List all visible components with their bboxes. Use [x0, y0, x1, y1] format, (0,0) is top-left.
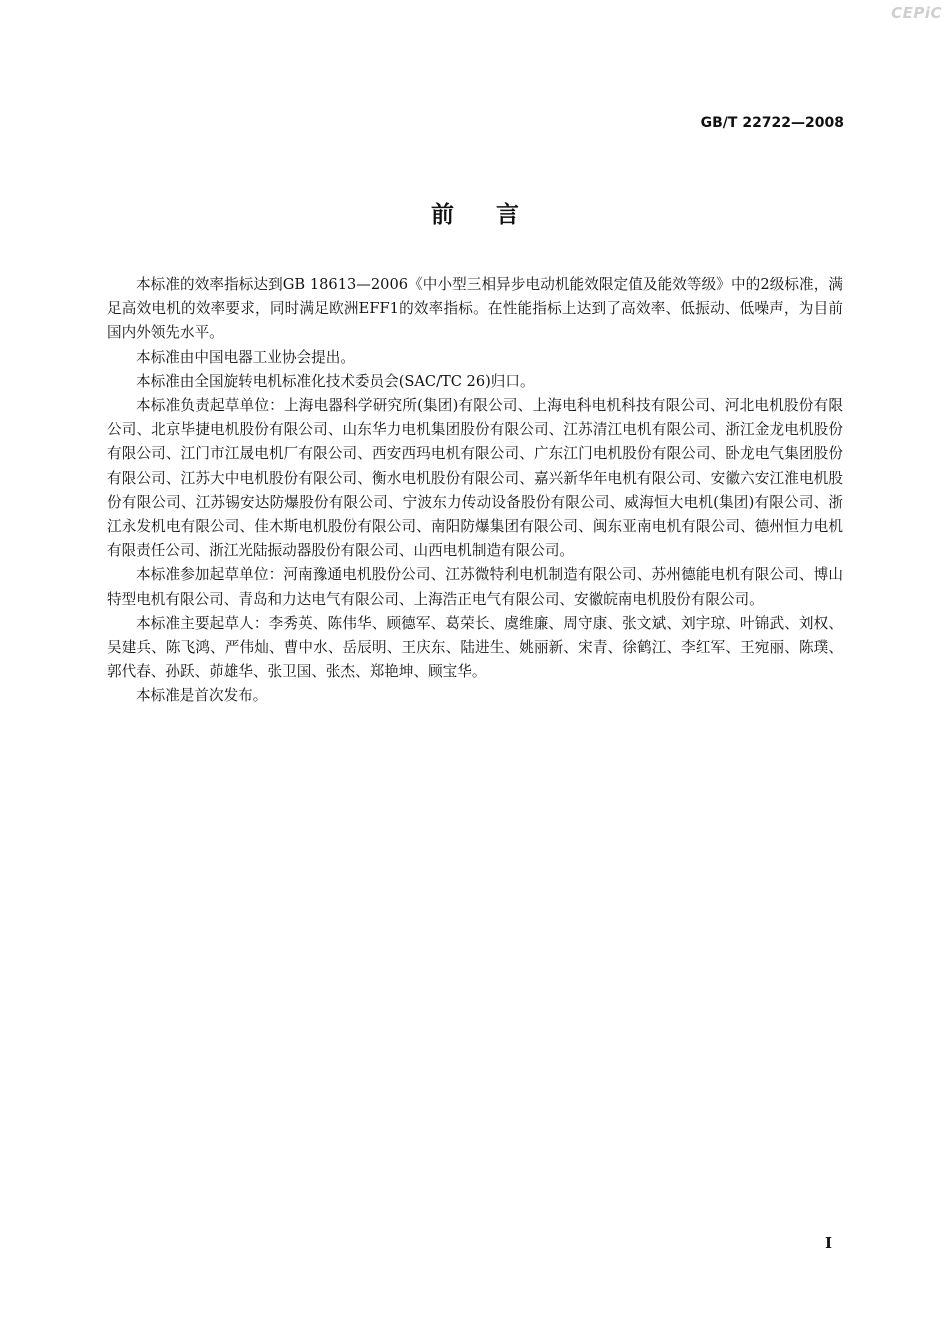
- page-number: I: [824, 1234, 832, 1252]
- standard-code: GB/T 22722—2008: [700, 115, 844, 131]
- paragraph-first-issue: 本标准是首次发布。: [136, 687, 268, 705]
- foreword-body: [107, 273, 843, 709]
- paragraph-participating-drafters: 本标准参加起草单位：河南豫通电机股份公司、江苏微特利电机制造有限公司、苏州德能电机有限公司、博山特型电机有限公司、青岛和力达电气有限公司、上海浩正电气有限公司、安徽皖南电机股份有限公司。: [107, 566, 843, 608]
- paragraph-proposer: 本标准由中国电器工业协会提出。: [136, 348, 355, 366]
- paragraph-main-authors: 本标准主要起草人：李秀英、陈伟华、顾德军、葛荣长、虞维廉、周守康、张文斌、刘宇琼、叶锦武、刘权、吴建兵、陈飞鸿、严伟灿、曹中水、岳辰明、王庆东、陆进生、姚丽新、宋青、徐鹤江、李红军、王宛丽、陈璞、郭代春、孙跃、茆雄华、张卫国、张杰、郑艳坤、顾宝华。: [107, 614, 843, 681]
- paragraph-lead-drafters: 本标准负责起草单位：上海电器科学研究所(集团)有限公司、上海电科电机科技有限公司、河北电机股份有限公司、北京毕捷电机股份有限公司、山东华力电机集团股份有限公司、江苏清江电机有限公司、浙江金龙电机股份有限公司、江门市江晟电机厂有限公司、西安西玛电机有限公司、广东江门电机股份有限公司、卧龙电气集团股份有限公司、江苏大中电机股份有限公司、衡水电机股份有限公司、嘉兴新华年电机有限公司、安徽六安江淮电机股份有限公司、江苏锡安达防爆股份有限公司、宁波东力传动设备股份有限公司、威海恒大电机(集团)有限公司、浙江永发机电有限公司、佳木斯电机股份有限公司、南阳防爆集团有限公司、闽东亚南电机有限公司、德州恒力电机有限责任公司、浙江光陆振动器股份有限公司、山西电机制造有限公司。: [107, 397, 843, 560]
- page-title: 前言: [431, 202, 561, 228]
- watermark-logo: CEPiC: [891, 4, 942, 22]
- paragraph-committee: 本标准由全国旋转电机标准化技术委员会(SAC/TC 26)归口。: [136, 372, 535, 390]
- paragraph-efficiency: 本标准的效率指标达到GB 18613—2006《中小型三相异步电动机能效限定值及能效等级》中的2级标准，满足高效电机的效率要求，同时满足欧洲EFF1的效率指标。在性能指标上达到了高效率、低振动、低噪声，为目前国内外领先水平。: [107, 276, 843, 342]
